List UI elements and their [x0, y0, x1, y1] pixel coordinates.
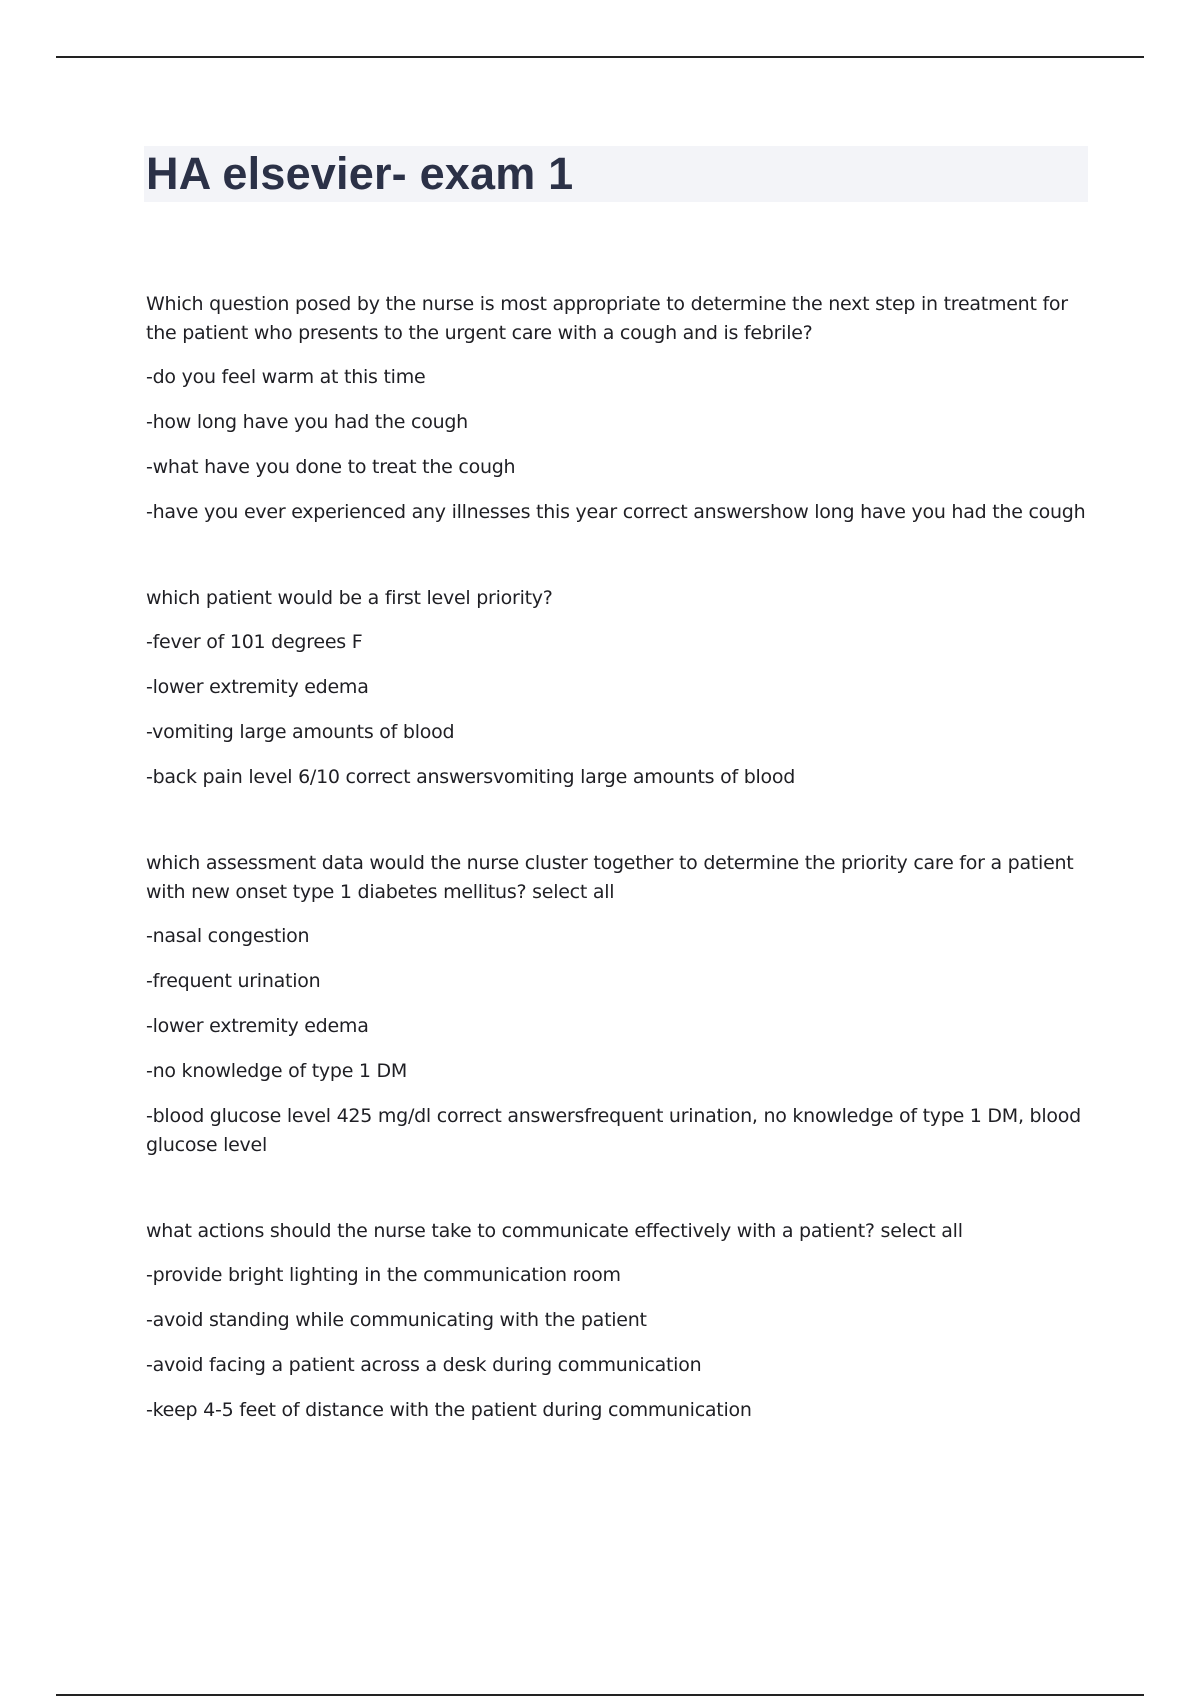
answer-option: -how long have you had the cough — [146, 411, 468, 433]
answer-option: -lower extremity edema — [146, 676, 369, 698]
question-text: which patient would be a first level priority? — [146, 587, 553, 609]
question-block — [146, 1217, 1091, 1425]
answer-option: -nasal congestion — [146, 925, 310, 947]
bottom-divider — [56, 1694, 1144, 1696]
answer-option-with-key: -blood glucose level 425 mg/dl correct answersfrequent urination, no knowledge of type 1 DM, blood glucose level — [146, 1105, 1081, 1156]
top-divider — [56, 56, 1144, 58]
answer-option: -frequent urination — [146, 970, 321, 992]
answer-option: -avoid standing while communicating with the patient — [146, 1309, 647, 1331]
answer-option: -lower extremity edema — [146, 1015, 369, 1037]
answer-option: -provide bright lighting in the communication room — [146, 1264, 621, 1286]
answer-option: -vomiting large amounts of blood — [146, 721, 455, 743]
answer-option: -what have you done to treat the cough — [146, 456, 516, 478]
question-text: what actions should the nurse take to communicate effectively with a patient? select all — [146, 1220, 963, 1242]
answer-option: -fever of 101 degrees F — [146, 631, 363, 653]
answer-option: -avoid facing a patient across a desk during communication — [146, 1354, 702, 1376]
question-text: which assessment data would the nurse cluster together to determine the priority care for a patient with new onset type 1 diabetes mellitus? select all — [146, 852, 1074, 903]
answer-option: -no knowledge of type 1 DM — [146, 1060, 408, 1082]
question-block — [146, 290, 1091, 527]
question-block — [146, 849, 1091, 1160]
answer-option-with-key: -back pain level 6/10 correct answersvomiting large amounts of blood — [146, 766, 796, 788]
question-block — [146, 584, 1091, 792]
answer-option: -do you feel warm at this time — [146, 366, 426, 388]
question-list — [146, 290, 1091, 1425]
question-text: Which question posed by the nurse is most appropriate to determine the next step in treatment for the patient who presents to the urgent care with a cough and is febrile? — [146, 293, 1068, 344]
answer-option-with-key: -have you ever experienced any illnesses this year correct answershow long have you had the cough — [146, 501, 1086, 523]
answer-option: -keep 4-5 feet of distance with the patient during communication — [146, 1399, 752, 1421]
document-title: HA elsevier- exam 1 — [146, 148, 574, 199]
